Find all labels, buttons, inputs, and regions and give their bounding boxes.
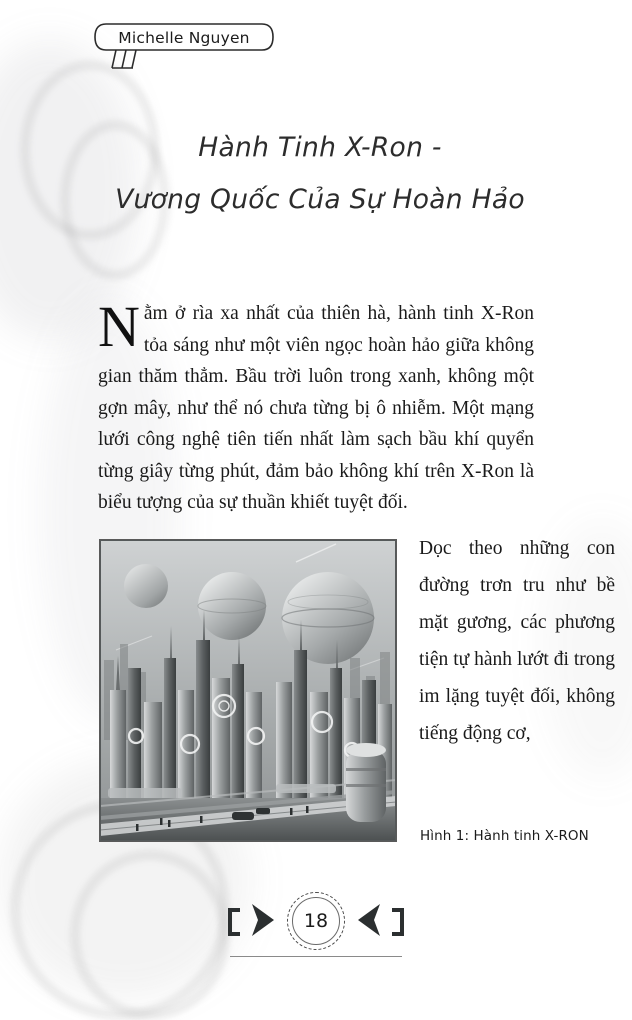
figure-caption: Hình 1: Hành tinh X-RON [420,828,589,844]
left-ornament-icon [222,900,282,944]
footer-rule [230,956,402,957]
scifi-city-illustration [100,540,396,841]
author-name: Michelle Nguyen [118,29,250,47]
author-tag [92,20,276,60]
right-ornament-icon [350,900,410,944]
body-paragraph-1 [98,294,534,519]
page-footer [0,886,632,966]
paragraph-1-text: ằm ở rìa xa nhất của thiên hà, hành tinh X-Ron tỏa sáng như một viên ngọc hoàn hảo giữa không gian thăm thẳm. Bầu trời luôn trong xanh, không một gợn mây, như thể nó chưa từng bị ô nhiễm. Một mạng lưới công nghệ tiên tiến nhất làm sạch bầu khí quyển từng giây từng phút, đảm bảo không khí trên X-Ron là biểu tượng của sự thuần khiết tuyệt đối. [98,303,534,513]
page-number: 18 [303,910,329,932]
body-paragraph-2 [419,530,615,752]
drop-cap: N [98,294,140,359]
title-line-2: Vương Quốc Của Sự Hoàn Hảo [115,184,525,215]
page-title [40,122,600,226]
title-line-1: Hành Tinh X-Ron - [198,132,442,163]
paragraph-2-text: Dọc theo những con đường trơn tru như bề mặt gương, các phương tiện tự hành lướt đi trong im lặng tuyệt đối, không tiếng động cơ, [419,538,615,744]
figure-image [99,539,397,842]
